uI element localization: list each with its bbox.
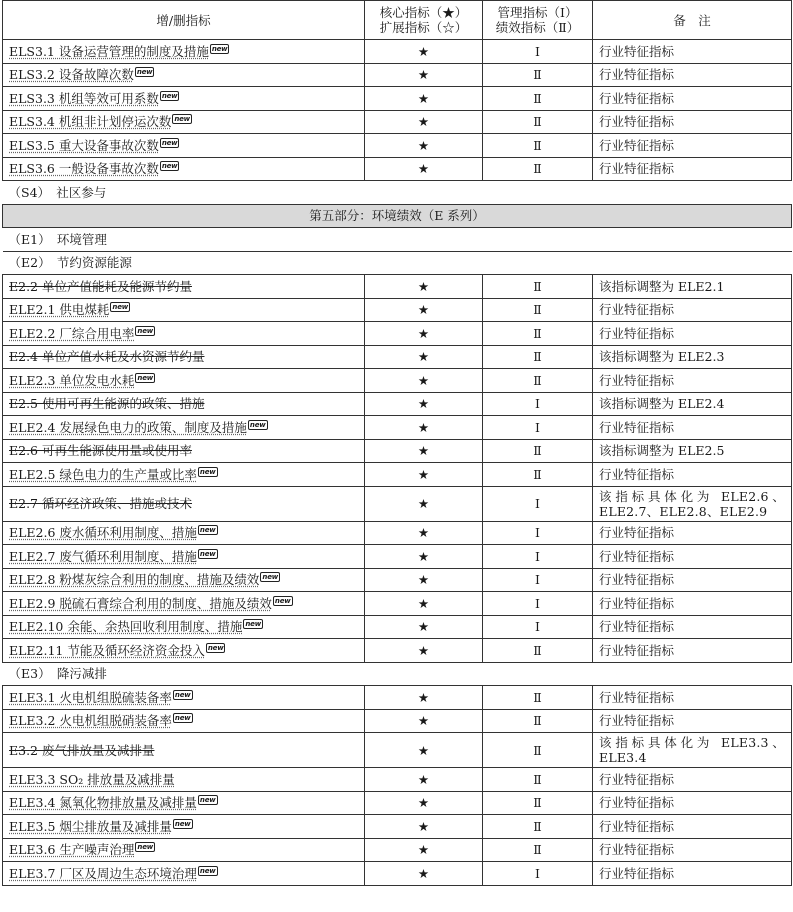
core-star: ★ xyxy=(365,345,483,369)
note-cell: 该指标调整为 ELE2.5 xyxy=(593,439,792,463)
indicator-name: ELE2.8 粉煤灰综合利用的制度、措施及绩效 xyxy=(9,572,260,588)
new-badge-icon: new xyxy=(249,420,266,429)
table-row xyxy=(3,369,792,393)
indicator-name: ELE2.1 供电煤耗 xyxy=(9,302,110,318)
section-e2-label: （E2） 节约资源能源 xyxy=(3,251,792,275)
table-row xyxy=(3,392,792,416)
e2-rows xyxy=(3,275,792,663)
mgmt-level: Ⅱ xyxy=(483,733,593,768)
mgmt-level: Ⅱ xyxy=(483,63,593,87)
indicator-name: ELE3.7 厂区及周边生态环境治理 xyxy=(9,865,197,881)
mgmt-level: Ⅰ xyxy=(483,615,593,639)
table-header-row xyxy=(3,1,792,40)
indicator-name: ELE2.9 脱硫石膏综合利用的制度、措施及绩效 xyxy=(9,595,272,611)
indicator-name: ELE3.4 氮氧化物排放量及减排量 xyxy=(9,795,197,811)
indicator-name-cell xyxy=(3,768,365,792)
indicator-name-cell xyxy=(3,63,365,87)
header-core-label: 核心指标（★） xyxy=(379,5,468,20)
core-star: ★ xyxy=(365,568,483,592)
table-row xyxy=(3,709,792,733)
note-cell: 行业特征指标 xyxy=(593,322,792,346)
section-row-e2 xyxy=(3,251,792,275)
indicator-name: E2.6 可再生能源使用量或使用率 xyxy=(9,443,192,459)
note-cell: 行业特征指标 xyxy=(593,838,792,862)
mgmt-level: Ⅱ xyxy=(483,838,593,862)
core-star: ★ xyxy=(365,416,483,440)
core-star: ★ xyxy=(365,157,483,181)
core-star: ★ xyxy=(365,639,483,663)
note-cell: 行业特征指标 xyxy=(593,862,792,886)
indicator-name-cell xyxy=(3,298,365,322)
indicator-name: ELE2.6 废水循环利用制度、措施 xyxy=(9,525,197,541)
indicator-name-cell xyxy=(3,275,365,299)
core-star: ★ xyxy=(365,486,483,521)
mgmt-level: Ⅱ xyxy=(483,298,593,322)
indicator-name-cell xyxy=(3,463,365,487)
new-badge-icon: new xyxy=(199,549,216,558)
e3-rows xyxy=(3,686,792,886)
note-cell: 行业特征指标 xyxy=(593,568,792,592)
s4-section xyxy=(3,181,792,275)
note-cell: 该指标调整为 ELE2.1 xyxy=(593,275,792,299)
part-five-row xyxy=(3,204,792,228)
indicator-name: ELE2.2 厂综合用电率 xyxy=(9,325,135,341)
note-cell: 该指标具体化为 ELE2.6、ELE2.7、ELE2.8、ELE2.9 xyxy=(593,486,792,521)
core-star: ★ xyxy=(365,791,483,815)
indicator-name: ELE2.4 发展绿色电力的政策、制度及措施 xyxy=(9,419,247,435)
header-note: 备 注 xyxy=(593,1,792,40)
header-extended-label: 扩展指标（☆） xyxy=(379,20,468,35)
table-row xyxy=(3,157,792,181)
mgmt-level: Ⅰ xyxy=(483,545,593,569)
indicator-name-cell xyxy=(3,615,365,639)
indicator-name-cell xyxy=(3,733,365,768)
table-row xyxy=(3,463,792,487)
indicator-name-cell xyxy=(3,686,365,710)
table-row xyxy=(3,791,792,815)
indicator-name-cell xyxy=(3,157,365,181)
section-row-s4 xyxy=(3,181,792,205)
indicator-name: E2.5 使用可再生能源的政策、措施 xyxy=(9,396,205,412)
mgmt-level: Ⅱ xyxy=(483,134,593,158)
new-badge-icon: new xyxy=(199,526,216,535)
indicator-name-cell xyxy=(3,110,365,134)
mgmt-level: Ⅰ xyxy=(483,392,593,416)
mgmt-level: Ⅱ xyxy=(483,157,593,181)
table-row xyxy=(3,686,792,710)
table-row xyxy=(3,416,792,440)
new-badge-icon: new xyxy=(174,819,191,828)
new-badge-icon: new xyxy=(274,596,291,605)
indicator-name: E2.7 循环经济政策、措施或技术 xyxy=(9,496,192,511)
table-row xyxy=(3,592,792,616)
mgmt-level: Ⅱ xyxy=(483,686,593,710)
indicator-name: ELE3.5 烟尘排放量及减排量 xyxy=(9,818,172,834)
e3-section xyxy=(3,662,792,686)
note-cell: 该指标具体化为 ELE3.3、ELE3.4 xyxy=(593,733,792,768)
note-cell: 行业特征指标 xyxy=(593,709,792,733)
note-cell: 行业特征指标 xyxy=(593,615,792,639)
table-row xyxy=(3,768,792,792)
note-cell: 行业特征指标 xyxy=(593,87,792,111)
core-star: ★ xyxy=(365,110,483,134)
section-s4-label: （S4） 社区参与 xyxy=(3,181,792,205)
table-row xyxy=(3,639,792,663)
section-e1-label: （E1） 环境管理 xyxy=(3,228,792,252)
indicator-name: ELE3.1 火电机组脱硫装备率 xyxy=(9,689,172,705)
core-star: ★ xyxy=(365,709,483,733)
core-star: ★ xyxy=(365,439,483,463)
mgmt-level: Ⅱ xyxy=(483,768,593,792)
mgmt-level: Ⅰ xyxy=(483,40,593,64)
note-cell: 行业特征指标 xyxy=(593,686,792,710)
table-row xyxy=(3,733,792,768)
mgmt-level: Ⅱ xyxy=(483,791,593,815)
core-star: ★ xyxy=(365,322,483,346)
indicator-name-cell xyxy=(3,592,365,616)
core-star: ★ xyxy=(365,87,483,111)
table-row xyxy=(3,322,792,346)
note-cell: 行业特征指标 xyxy=(593,815,792,839)
indicator-name: E3.2 废气排放量及减排量 xyxy=(9,742,155,758)
indicator-name: ELE3.3 SO₂ 排放量及减排量 xyxy=(9,771,175,787)
indicator-name-cell xyxy=(3,545,365,569)
core-star: ★ xyxy=(365,615,483,639)
core-star: ★ xyxy=(365,40,483,64)
note-cell: 行业特征指标 xyxy=(593,416,792,440)
table-row xyxy=(3,345,792,369)
header-core-extended xyxy=(365,1,483,40)
core-star: ★ xyxy=(365,815,483,839)
note-cell: 该指标调整为 ELE2.3 xyxy=(593,345,792,369)
indicator-name: ELE3.6 生产噪声治理 xyxy=(9,842,135,858)
core-star: ★ xyxy=(365,862,483,886)
mgmt-level: Ⅱ xyxy=(483,322,593,346)
mgmt-level: Ⅱ xyxy=(483,439,593,463)
note-cell: 行业特征指标 xyxy=(593,592,792,616)
table-row xyxy=(3,545,792,569)
indicator-name-cell xyxy=(3,392,365,416)
header-perf-label: 绩效指标（Ⅱ） xyxy=(495,20,580,35)
note-cell: 行业特征指标 xyxy=(593,791,792,815)
core-star: ★ xyxy=(365,63,483,87)
indicator-name-cell xyxy=(3,134,365,158)
new-badge-icon: new xyxy=(137,843,154,852)
indicator-name: ELE2.11 节能及循环经济资金投入 xyxy=(9,642,205,658)
indicator-name-cell xyxy=(3,439,365,463)
table-row xyxy=(3,40,792,64)
new-badge-icon: new xyxy=(199,866,216,875)
indicator-name: ELE2.7 废气循环利用制度、措施 xyxy=(9,548,197,564)
table-row xyxy=(3,87,792,111)
mgmt-level: Ⅱ xyxy=(483,110,593,134)
table-row xyxy=(3,521,792,545)
new-badge-icon: new xyxy=(199,467,216,476)
core-star: ★ xyxy=(365,838,483,862)
note-cell: 行业特征指标 xyxy=(593,639,792,663)
new-badge-icon: new xyxy=(245,620,261,629)
indicator-name: ELS3.1 设备运营管理的制度及措施 xyxy=(9,43,209,59)
table-row xyxy=(3,63,792,87)
table-row xyxy=(3,615,792,639)
mgmt-level: Ⅰ xyxy=(483,592,593,616)
indicator-name-cell xyxy=(3,838,365,862)
new-badge-icon: new xyxy=(211,44,228,53)
note-cell: 行业特征指标 xyxy=(593,40,792,64)
new-badge-icon: new xyxy=(174,115,190,124)
note-cell: 行业特征指标 xyxy=(593,545,792,569)
note-cell: 行业特征指标 xyxy=(593,298,792,322)
indicator-name-cell xyxy=(3,815,365,839)
indicator-name-cell xyxy=(3,639,365,663)
header-mgmt-label: 管理指标（Ⅰ） xyxy=(497,5,578,20)
mgmt-level: Ⅱ xyxy=(483,815,593,839)
new-badge-icon: new xyxy=(262,573,279,582)
indicator-name-cell xyxy=(3,486,365,521)
note-cell: 行业特征指标 xyxy=(593,463,792,487)
core-star: ★ xyxy=(365,392,483,416)
indicator-name-cell xyxy=(3,568,365,592)
header-mgmt-perf xyxy=(483,1,593,40)
core-star: ★ xyxy=(365,369,483,393)
indicator-name: E2.2 单位产值能耗及能源节约量 xyxy=(9,278,192,294)
new-badge-icon: new xyxy=(199,796,216,805)
indicator-name-cell xyxy=(3,521,365,545)
indicator-name: ELE2.5 绿色电力的生产量或比率 xyxy=(9,466,197,482)
core-star: ★ xyxy=(365,686,483,710)
new-badge-icon: new xyxy=(161,138,178,147)
note-cell: 该指标调整为 ELE2.4 xyxy=(593,392,792,416)
core-star: ★ xyxy=(365,521,483,545)
indicator-name-cell xyxy=(3,345,365,369)
indicator-name-cell xyxy=(3,791,365,815)
mgmt-level: Ⅱ xyxy=(483,369,593,393)
mgmt-level: Ⅰ xyxy=(483,521,593,545)
new-badge-icon: new xyxy=(137,326,154,335)
mgmt-level: Ⅰ xyxy=(483,416,593,440)
core-star: ★ xyxy=(365,545,483,569)
note-cell: 行业特征指标 xyxy=(593,134,792,158)
indicator-name-cell xyxy=(3,369,365,393)
indicator-name-cell xyxy=(3,709,365,733)
indicator-name-cell xyxy=(3,862,365,886)
table-row xyxy=(3,275,792,299)
table-row xyxy=(3,568,792,592)
indicator-name: ELS3.4 机组非计划停运次数 xyxy=(9,114,172,130)
core-star: ★ xyxy=(365,463,483,487)
table-row xyxy=(3,838,792,862)
new-badge-icon: new xyxy=(174,690,191,699)
table-row xyxy=(3,815,792,839)
indicator-name-cell xyxy=(3,40,365,64)
mgmt-level: Ⅰ xyxy=(483,568,593,592)
indicator-name: E2.4 单位产值水耗及水资源节约量 xyxy=(9,349,205,365)
indicator-name: ELE3.2 火电机组脱硝装备率 xyxy=(9,713,172,729)
table-row xyxy=(3,298,792,322)
core-star: ★ xyxy=(365,592,483,616)
core-star: ★ xyxy=(365,134,483,158)
mgmt-level: Ⅰ xyxy=(483,862,593,886)
core-star: ★ xyxy=(365,298,483,322)
table-row xyxy=(3,110,792,134)
mgmt-level: Ⅱ xyxy=(483,87,593,111)
mgmt-level: Ⅰ xyxy=(483,486,593,521)
indicator-name: ELE2.10 余能、余热回收利用制度、措施 xyxy=(9,619,243,635)
section-row-e3 xyxy=(3,662,792,686)
section-e3-label: （E3） 降污减排 xyxy=(3,662,792,686)
mgmt-level: Ⅱ xyxy=(483,463,593,487)
part-five-title: 第五部分：环境绩效（E 系列） xyxy=(3,204,792,228)
indicator-name: ELS3.5 重大设备事故次数 xyxy=(9,137,159,153)
table-row xyxy=(3,439,792,463)
new-badge-icon: new xyxy=(161,162,178,171)
mgmt-level: Ⅱ xyxy=(483,639,593,663)
note-cell: 行业特征指标 xyxy=(593,369,792,393)
table-row xyxy=(3,862,792,886)
indicator-name-cell xyxy=(3,322,365,346)
new-badge-icon: new xyxy=(136,68,153,77)
section-row-e1 xyxy=(3,228,792,252)
table-row xyxy=(3,134,792,158)
new-badge-icon: new xyxy=(161,91,178,100)
indicator-name: ELS3.2 设备故障次数 xyxy=(9,67,134,83)
mgmt-level: Ⅱ xyxy=(483,345,593,369)
mgmt-level: Ⅱ xyxy=(483,275,593,299)
note-cell: 行业特征指标 xyxy=(593,521,792,545)
note-cell: 行业特征指标 xyxy=(593,110,792,134)
new-badge-icon: new xyxy=(112,303,129,312)
indicator-name-cell xyxy=(3,87,365,111)
indicator-name: ELE2.3 单位发电水耗 xyxy=(9,372,135,388)
new-badge-icon: new xyxy=(137,373,154,382)
header-indicator: 增/删指标 xyxy=(3,1,365,40)
note-cell: 行业特征指标 xyxy=(593,63,792,87)
new-badge-icon: new xyxy=(207,643,224,652)
table-row xyxy=(3,486,792,521)
indicator-name: ELS3.6 一般设备事故次数 xyxy=(9,161,159,177)
indicator-table xyxy=(2,0,792,886)
els-rows xyxy=(3,40,792,181)
new-badge-icon: new xyxy=(174,714,191,723)
mgmt-level: Ⅱ xyxy=(483,709,593,733)
core-star: ★ xyxy=(365,733,483,768)
note-cell: 行业特征指标 xyxy=(593,157,792,181)
indicator-name-cell xyxy=(3,416,365,440)
indicator-name: ELS3.3 机组等效可用系数 xyxy=(9,90,159,106)
core-star: ★ xyxy=(365,275,483,299)
core-star: ★ xyxy=(365,768,483,792)
note-cell: 行业特征指标 xyxy=(593,768,792,792)
